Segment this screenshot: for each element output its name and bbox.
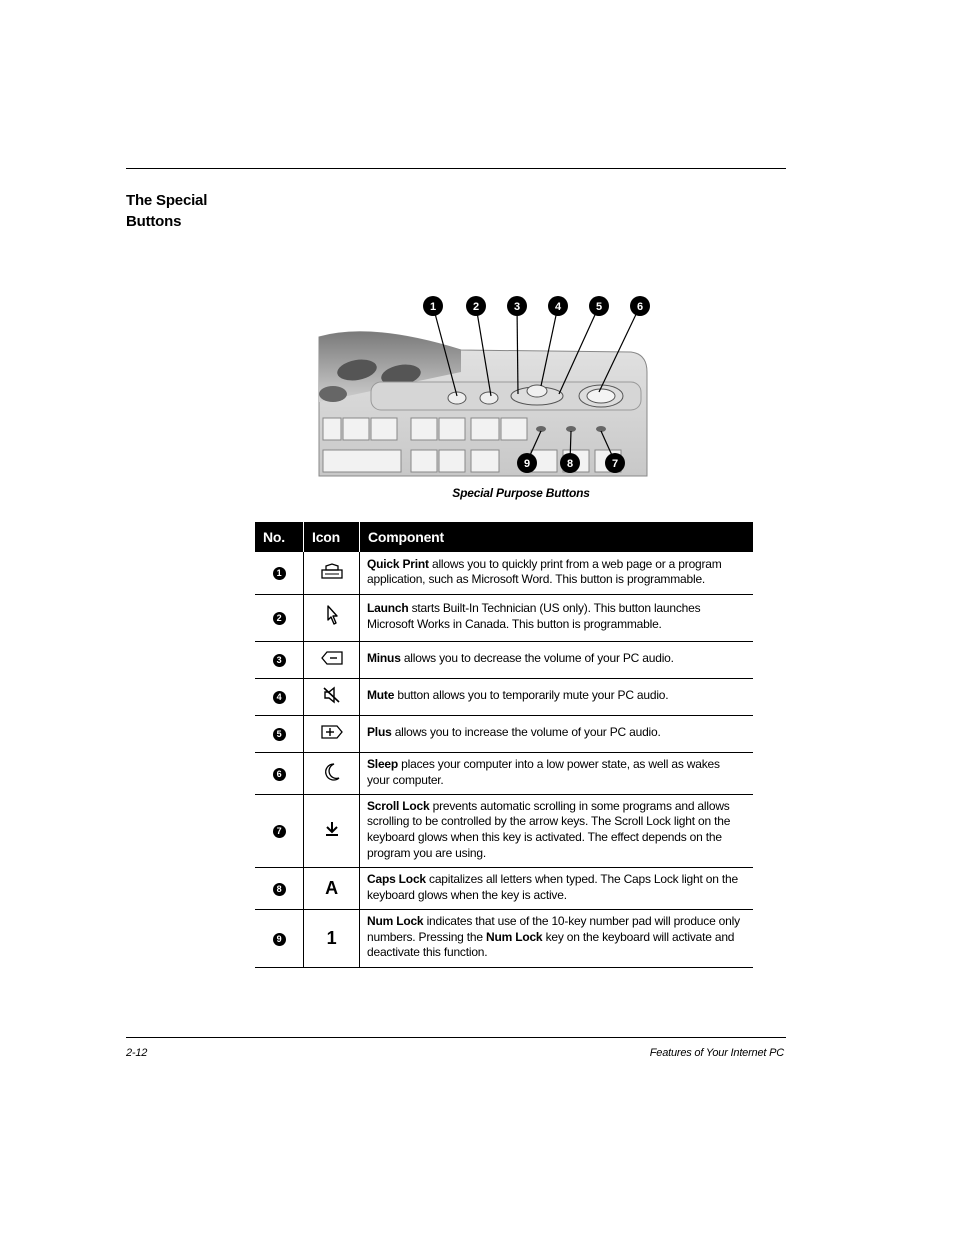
table-row	[255, 678, 753, 715]
table-row	[255, 552, 753, 594]
table-row	[255, 594, 753, 641]
section-title	[126, 190, 266, 232]
row-description: Sleep places your computer into a low power state, as well as wakes your computer.	[360, 752, 754, 794]
row-number: 5	[273, 728, 286, 741]
callout-4	[548, 296, 568, 316]
callout-5	[589, 296, 609, 316]
keyboard-illustration	[311, 262, 659, 482]
bottom-rule	[126, 1037, 786, 1038]
caps-lock-icon: A	[325, 877, 338, 898]
quick-print-icon	[320, 562, 344, 583]
table-row	[255, 909, 753, 967]
table-row	[255, 641, 753, 678]
row-number: 8	[273, 883, 286, 896]
table-row	[255, 867, 753, 909]
callout-3	[507, 296, 527, 316]
row-description: Num Lock indicates that use of the 10-key number pad will produce only numbers. Pressing the Num Lock key on the keyboard will activate and deactivate this function.	[360, 909, 754, 967]
component-table	[255, 522, 753, 968]
header-no: No.	[255, 522, 304, 552]
svg-text:7: 7	[611, 458, 619, 470]
keyboard-figure	[311, 262, 659, 482]
num-lock-icon: 1	[326, 927, 337, 948]
row-description: Scroll Lock prevents automatic scrolling in some programs and allows scrolling to be controlled by the arrow keys. The Scroll Lock light on the keyboard glows when this key is activated. The effect depends on the program you are using.	[360, 794, 754, 867]
plus-icon	[320, 724, 344, 743]
row-description: Mute button allows you to temporarily mute your PC audio.	[360, 678, 754, 715]
row-description: Quick Print allows you to quickly print from a web page or a program application, such as Microsoft Word. This button is programmable.	[360, 552, 754, 594]
header-icon: Icon	[304, 522, 360, 552]
section-title-line1: The Special	[126, 192, 208, 209]
figure-caption: Special Purpose Buttons	[452, 486, 590, 500]
callout-2	[466, 296, 486, 316]
top-rule	[126, 168, 786, 169]
svg-text:8: 8	[566, 458, 574, 470]
row-number: 2	[273, 612, 286, 625]
callout-1	[423, 296, 443, 316]
table-row	[255, 794, 753, 867]
sleep-icon	[322, 762, 342, 785]
row-number: 9	[273, 933, 286, 946]
callout-9	[517, 453, 537, 473]
section-title-line2: Buttons	[126, 213, 182, 230]
svg-text:3: 3	[513, 301, 521, 313]
svg-text:9: 9	[523, 458, 531, 470]
row-number: 3	[273, 654, 286, 667]
row-description: Plus allows you to increase the volume of your PC audio.	[360, 715, 754, 752]
svg-text:4: 4	[554, 301, 562, 313]
callout-7	[605, 453, 625, 473]
row-number: 1	[273, 567, 286, 580]
svg-text:2: 2	[472, 301, 480, 313]
table-row	[255, 715, 753, 752]
callout-8	[560, 453, 580, 473]
row-description: Caps Lock capitalizes all letters when typed. The Caps Lock light on the keyboard glows when the key is active.	[360, 867, 754, 909]
svg-text:1: 1	[429, 301, 437, 313]
row-number: 6	[273, 768, 286, 781]
svg-text:6: 6	[636, 301, 644, 313]
svg-text:5: 5	[595, 301, 603, 313]
launch-icon	[322, 604, 342, 631]
minus-icon	[320, 650, 344, 669]
table-header-row	[255, 522, 753, 552]
callout-6	[630, 296, 650, 316]
row-description: Launch starts Built-In Technician (US only). This button launches Microsoft Works in Canada. This button is programmable.	[360, 594, 754, 641]
footer-title: Features of Your Internet PC	[649, 1047, 784, 1059]
table-row	[255, 752, 753, 794]
row-number: 4	[273, 691, 286, 704]
scroll-lock-icon	[325, 821, 339, 840]
row-number: 7	[273, 825, 286, 838]
row-description: Minus allows you to decrease the volume of your PC audio.	[360, 641, 754, 678]
footer-page-number: 2-12	[126, 1047, 148, 1059]
mute-icon	[322, 686, 342, 707]
header-component: Component	[360, 522, 754, 552]
